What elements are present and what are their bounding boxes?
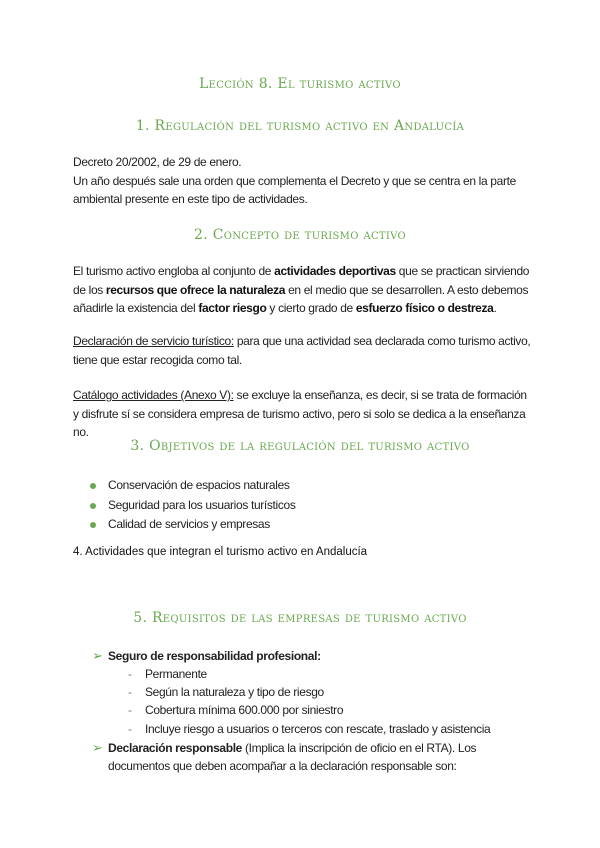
declaration-text: para que una actividad sea declarada como turismo activo, tiene que estar recogida como tal.: [73, 334, 531, 367]
insurance-sub-list: [128, 665, 490, 738]
section-2-title: 2. Concepto de turismo activo: [194, 227, 406, 243]
declaration-responsible-text: (Implica la inscripción de oficio en el RTA). Los documentos que deben acompañar a la declaración responsable son:: [108, 741, 477, 773]
declaration-responsible-label: Declaración responsable: [108, 741, 243, 755]
insurance-label: Seguro de responsabilidad profesional:: [108, 649, 321, 663]
list-item: [128, 665, 490, 683]
lesson-title: Lección 8. El turismo activo: [199, 76, 401, 92]
objective-text: Calidad de servicios y empresas: [108, 517, 270, 531]
requirement-declaration: [92, 739, 532, 775]
section-1-body: [73, 153, 533, 209]
declaration-label: Declaración de servicio turístico:: [73, 334, 234, 348]
catalog-label: Catálogo actividades (Anexo V):: [73, 388, 234, 402]
list-item: [128, 701, 490, 719]
concept-text-e: en el medio que se desarrollen. A esto debemos añadirle la existencia del: [73, 282, 529, 315]
insurance-sub-text: Incluye riesgo a usuarios o terceros con rescate, traslado y asistencia: [145, 721, 491, 736]
objective-text: Seguridad para los usuarios turísticos: [108, 497, 296, 512]
dash-icon: -: [128, 721, 132, 736]
objectives-list: [90, 476, 530, 535]
dash-icon: -: [128, 685, 132, 700]
section-4-title: 4. Actividades que integran el turismo activo en Andalucía: [73, 546, 368, 558]
section-3-title: 3. Objetivos de la regulación del turismo activo: [130, 438, 470, 454]
requirement-insurance: [92, 647, 532, 665]
green-dot-icon: [90, 522, 96, 528]
green-dot-icon: [90, 503, 96, 509]
catalog-text: se excluye la enseñanza, es decir, si se trata de formación y disfrute sí se considera empresa de turismo activo, pero si solo se dedica a la enseñanza no.: [73, 388, 527, 439]
list-item: [90, 496, 530, 516]
list-item: [90, 476, 530, 496]
concept-text-c: que se practican sirviendo de los: [73, 264, 530, 297]
catalog-paragraph: [73, 386, 533, 442]
green-dot-icon: [90, 483, 96, 489]
list-item: [128, 720, 490, 738]
concept-bold-deportivas: actividades deportivas: [274, 264, 396, 278]
section-1-title: 1. Regulación del turismo activo en Andalucía: [135, 118, 465, 134]
green-arrow-icon: ➢: [92, 740, 103, 755]
list-item: [90, 515, 530, 535]
concept-text-a: El turismo activo engloba al conjunto de: [73, 264, 275, 278]
insurance-sub-text: Según la naturaleza y tipo de riesgo: [145, 685, 324, 700]
concept-bold-esfuerzo: esfuerzo físico o destreza: [355, 301, 494, 315]
green-arrow-icon: ➢: [92, 648, 103, 663]
concept-bold-recursos: recursos que ofrece la naturaleza: [105, 282, 286, 297]
declaration-paragraph: [73, 332, 533, 369]
concept-bold-riesgo: factor riesgo: [198, 301, 267, 315]
list-item: [128, 683, 490, 701]
concept-text-g: y cierto grado de: [266, 301, 356, 315]
objective-text: Conservación de espacios naturales: [108, 478, 290, 492]
decree-line: Decreto 20/2002, de 29 de enero.: [73, 155, 242, 169]
insurance-sub-text: Cobertura mínima 600.000 por siniestro: [145, 703, 344, 718]
dash-icon: -: [128, 667, 132, 681]
order-line: Un año después sale una orden que complementa el Decreto y que se centra en la parte ambiental presente en este tipo de actividades.: [73, 173, 516, 206]
concept-paragraph: [73, 262, 533, 318]
insurance-sub-text: Permanente: [145, 667, 207, 681]
dash-icon: -: [128, 703, 132, 718]
concept-text-i: .: [493, 301, 497, 315]
section-5-title: 5. Requisitos de las empresas de turismo activo: [133, 610, 467, 626]
